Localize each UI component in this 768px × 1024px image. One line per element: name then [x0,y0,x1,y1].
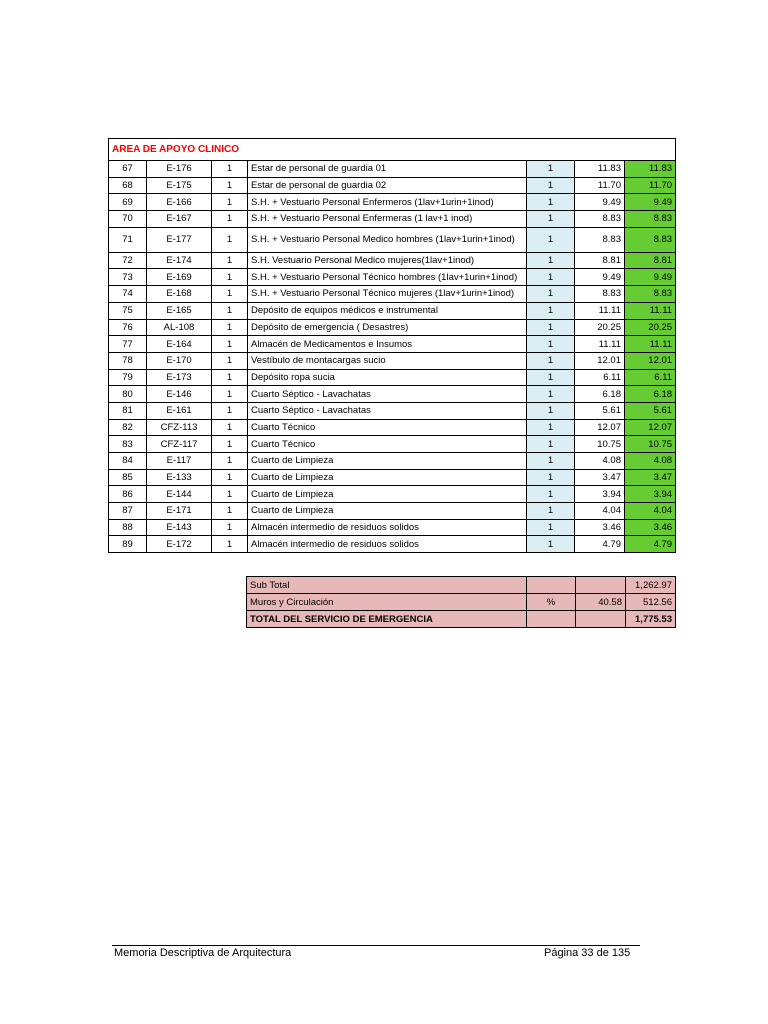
table-row [109,386,676,403]
room-total-area: 8.83 [625,286,676,303]
row-number: 74 [109,286,147,303]
table-row [109,419,676,436]
subtotal-row [247,577,676,594]
muros-percent: 40.58 [576,594,626,611]
room-total-area: 10.75 [625,436,676,453]
summary-table-container [246,576,676,628]
table-row [109,469,676,486]
room-description: S.H. Vestuario Personal Medico mujeres(1lav+1inod) [248,252,527,269]
room-area: 3.46 [575,519,625,536]
room-code: E-164 [147,336,212,353]
room-area: 8.83 [575,227,625,252]
room-code: E-175 [147,177,212,194]
footer-page-number: Página 33 de 135 [544,947,631,959]
muros-row [247,594,676,611]
room-code: E-170 [147,352,212,369]
room-total-area: 8.83 [625,227,676,252]
room-quantity: 1 [212,286,248,303]
table-row [109,352,676,369]
room-total-area: 11.83 [625,161,676,178]
room-quantity: 1 [212,419,248,436]
footer-document-title: Memoria Descriptiva de Arquitectura [114,947,292,959]
room-quantity: 1 [212,486,248,503]
room-area: 8.83 [575,286,625,303]
row-number: 73 [109,269,147,286]
row-number: 67 [109,161,147,178]
area-table [108,138,676,553]
table-row [109,486,676,503]
room-count: 1 [527,486,575,503]
row-number: 79 [109,369,147,386]
table-row [109,503,676,520]
room-count: 1 [527,161,575,178]
room-area: 11.70 [575,177,625,194]
room-quantity: 1 [212,519,248,536]
room-quantity: 1 [212,536,248,553]
room-count: 1 [527,503,575,520]
room-total-area: 20.25 [625,319,676,336]
room-quantity: 1 [212,211,248,228]
total-label: TOTAL DEL SERVICIO DE EMERGENCIA [247,611,527,628]
room-area: 8.83 [575,211,625,228]
room-count: 1 [527,252,575,269]
table-row [109,336,676,353]
row-number: 83 [109,436,147,453]
room-description: Depósito de equipos médicos e instrumental [248,302,527,319]
room-description: Cuarto Séptico - Lavachatas [248,402,527,419]
room-area: 4.79 [575,536,625,553]
room-code: E-165 [147,302,212,319]
room-area: 8.81 [575,252,625,269]
table-row [109,536,676,553]
table-row [109,269,676,286]
room-description: Almacén intermedio de residuos solidos [248,536,527,553]
subtotal-empty-1 [527,577,576,594]
room-description: Almacén intermedio de residuos solidos [248,519,527,536]
room-quantity: 1 [212,161,248,178]
row-number: 69 [109,194,147,211]
room-quantity: 1 [212,453,248,470]
room-code: E-117 [147,453,212,470]
room-total-area: 11.11 [625,302,676,319]
room-area: 5.61 [575,402,625,419]
table-row [109,519,676,536]
room-total-area: 11.11 [625,336,676,353]
room-code: E-143 [147,519,212,536]
row-number: 86 [109,486,147,503]
room-total-area: 8.83 [625,211,676,228]
room-quantity: 1 [212,369,248,386]
room-quantity: 1 [212,336,248,353]
room-total-area: 3.46 [625,519,676,536]
room-description: Cuarto de Limpieza [248,453,527,470]
room-total-area: 11.70 [625,177,676,194]
room-total-area: 6.11 [625,369,676,386]
room-description: S.H. + Vestuario Personal Enfermeros (1lav+1urin+1inod) [248,194,527,211]
room-area: 3.47 [575,469,625,486]
subtotal-value: 1,262.97 [626,577,676,594]
room-code: E-172 [147,536,212,553]
room-area: 4.08 [575,453,625,470]
room-count: 1 [527,519,575,536]
room-code: CFZ-117 [147,436,212,453]
area-table-container [108,138,676,553]
row-number: 78 [109,352,147,369]
table-row [109,402,676,419]
muros-value: 512.56 [626,594,676,611]
room-code: E-146 [147,386,212,403]
row-number: 75 [109,302,147,319]
room-description: S.H. + Vestuario Personal Técnico mujeres (1lav+1urin+1inod) [248,286,527,303]
row-number: 77 [109,336,147,353]
row-number: 76 [109,319,147,336]
row-number: 82 [109,419,147,436]
room-description: Depósito de emergencia ( Desastres) [248,319,527,336]
row-number: 81 [109,402,147,419]
row-number: 71 [109,227,147,252]
row-number: 88 [109,519,147,536]
room-description: Cuarto Técnico [248,419,527,436]
row-number: 68 [109,177,147,194]
room-count: 1 [527,286,575,303]
room-area: 10.75 [575,436,625,453]
room-quantity: 1 [212,436,248,453]
room-count: 1 [527,419,575,436]
room-area: 12.07 [575,419,625,436]
table-row [109,194,676,211]
table-row [109,286,676,303]
room-code: CFZ-113 [147,419,212,436]
table-row [109,369,676,386]
room-area: 20.25 [575,319,625,336]
room-total-area: 9.49 [625,194,676,211]
room-area: 9.49 [575,194,625,211]
room-code: E-168 [147,286,212,303]
table-row [109,319,676,336]
room-area: 6.18 [575,386,625,403]
room-code: E-167 [147,211,212,228]
section-title: AREA DE APOYO CLINICO [112,144,240,155]
table-row [109,436,676,453]
subtotal-empty-2 [576,577,626,594]
room-total-area: 4.04 [625,503,676,520]
room-total-area: 12.07 [625,419,676,436]
room-total-area: 3.94 [625,486,676,503]
room-quantity: 1 [212,302,248,319]
room-count: 1 [527,386,575,403]
room-count: 1 [527,369,575,386]
room-code: E-133 [147,469,212,486]
row-number: 70 [109,211,147,228]
total-row [247,611,676,628]
room-code: E-174 [147,252,212,269]
room-quantity: 1 [212,402,248,419]
room-quantity: 1 [212,386,248,403]
section-title-cell [109,139,676,161]
row-number: 72 [109,252,147,269]
room-count: 1 [527,402,575,419]
room-quantity: 1 [212,503,248,520]
room-count: 1 [527,536,575,553]
room-quantity: 1 [212,177,248,194]
room-area: 11.11 [575,336,625,353]
row-number: 85 [109,469,147,486]
room-description: Cuarto de Limpieza [248,503,527,520]
room-quantity: 1 [212,469,248,486]
room-area: 11.83 [575,161,625,178]
room-count: 1 [527,194,575,211]
room-code: E-161 [147,402,212,419]
room-count: 1 [527,269,575,286]
room-code: E-169 [147,269,212,286]
summary-table [246,576,676,628]
table-row [109,302,676,319]
section-title-row [109,139,676,161]
table-row [109,227,676,252]
room-total-area: 5.61 [625,402,676,419]
room-description: S.H. + Vestuario Personal Enfermeras (1 lav+1 inod) [248,211,527,228]
row-number: 80 [109,386,147,403]
row-number: 87 [109,503,147,520]
room-quantity: 1 [212,352,248,369]
room-area: 9.49 [575,269,625,286]
room-total-area: 8.81 [625,252,676,269]
room-count: 1 [527,302,575,319]
room-code: E-177 [147,227,212,252]
room-area: 6.11 [575,369,625,386]
room-description: Cuarto Séptico - Lavachatas [248,386,527,403]
room-area: 4.04 [575,503,625,520]
muros-label: Muros y Circulación [247,594,527,611]
room-description: Cuarto Técnico [248,436,527,453]
room-quantity: 1 [212,319,248,336]
muros-unit: % [527,594,576,611]
room-area: 12.01 [575,352,625,369]
room-description: Estar de personal de guardia 02 [248,177,527,194]
room-description: Estar de personal de guardia 01 [248,161,527,178]
room-description: Cuarto de Limpieza [248,469,527,486]
total-empty-2 [576,611,626,628]
room-code: AL-108 [147,319,212,336]
room-description: Cuarto de Limpieza [248,486,527,503]
table-row [109,161,676,178]
room-code: E-166 [147,194,212,211]
room-count: 1 [527,336,575,353]
room-total-area: 3.47 [625,469,676,486]
room-area: 3.94 [575,486,625,503]
table-row [109,252,676,269]
room-count: 1 [527,211,575,228]
room-count: 1 [527,469,575,486]
subtotal-label: Sub Total [247,577,527,594]
room-quantity: 1 [212,269,248,286]
room-code: E-144 [147,486,212,503]
room-code: E-173 [147,369,212,386]
row-number: 84 [109,453,147,470]
room-quantity: 1 [212,227,248,252]
room-description: S.H. + Vestuario Personal Medico hombres (1lav+1urin+1inod) [248,227,527,252]
footer-divider [112,945,640,946]
room-total-area: 9.49 [625,269,676,286]
room-description: Depósito ropa sucia [248,369,527,386]
room-description: S.H. + Vestuario Personal Técnico hombres (1lav+1urin+1inod) [248,269,527,286]
room-count: 1 [527,319,575,336]
room-description: Almacén de Medicamentos e Insumos [248,336,527,353]
room-total-area: 6.18 [625,386,676,403]
room-total-area: 4.08 [625,453,676,470]
room-count: 1 [527,436,575,453]
room-code: E-176 [147,161,212,178]
room-count: 1 [527,227,575,252]
room-code: E-171 [147,503,212,520]
room-total-area: 4.79 [625,536,676,553]
total-empty-1 [527,611,576,628]
room-count: 1 [527,352,575,369]
row-number: 89 [109,536,147,553]
room-description: Vestíbulo de montacargas sucio [248,352,527,369]
total-value: 1,775.53 [626,611,676,628]
table-row [109,177,676,194]
room-count: 1 [527,453,575,470]
table-row [109,453,676,470]
room-count: 1 [527,177,575,194]
room-quantity: 1 [212,252,248,269]
table-row [109,211,676,228]
room-total-area: 12.01 [625,352,676,369]
room-quantity: 1 [212,194,248,211]
room-area: 11.11 [575,302,625,319]
